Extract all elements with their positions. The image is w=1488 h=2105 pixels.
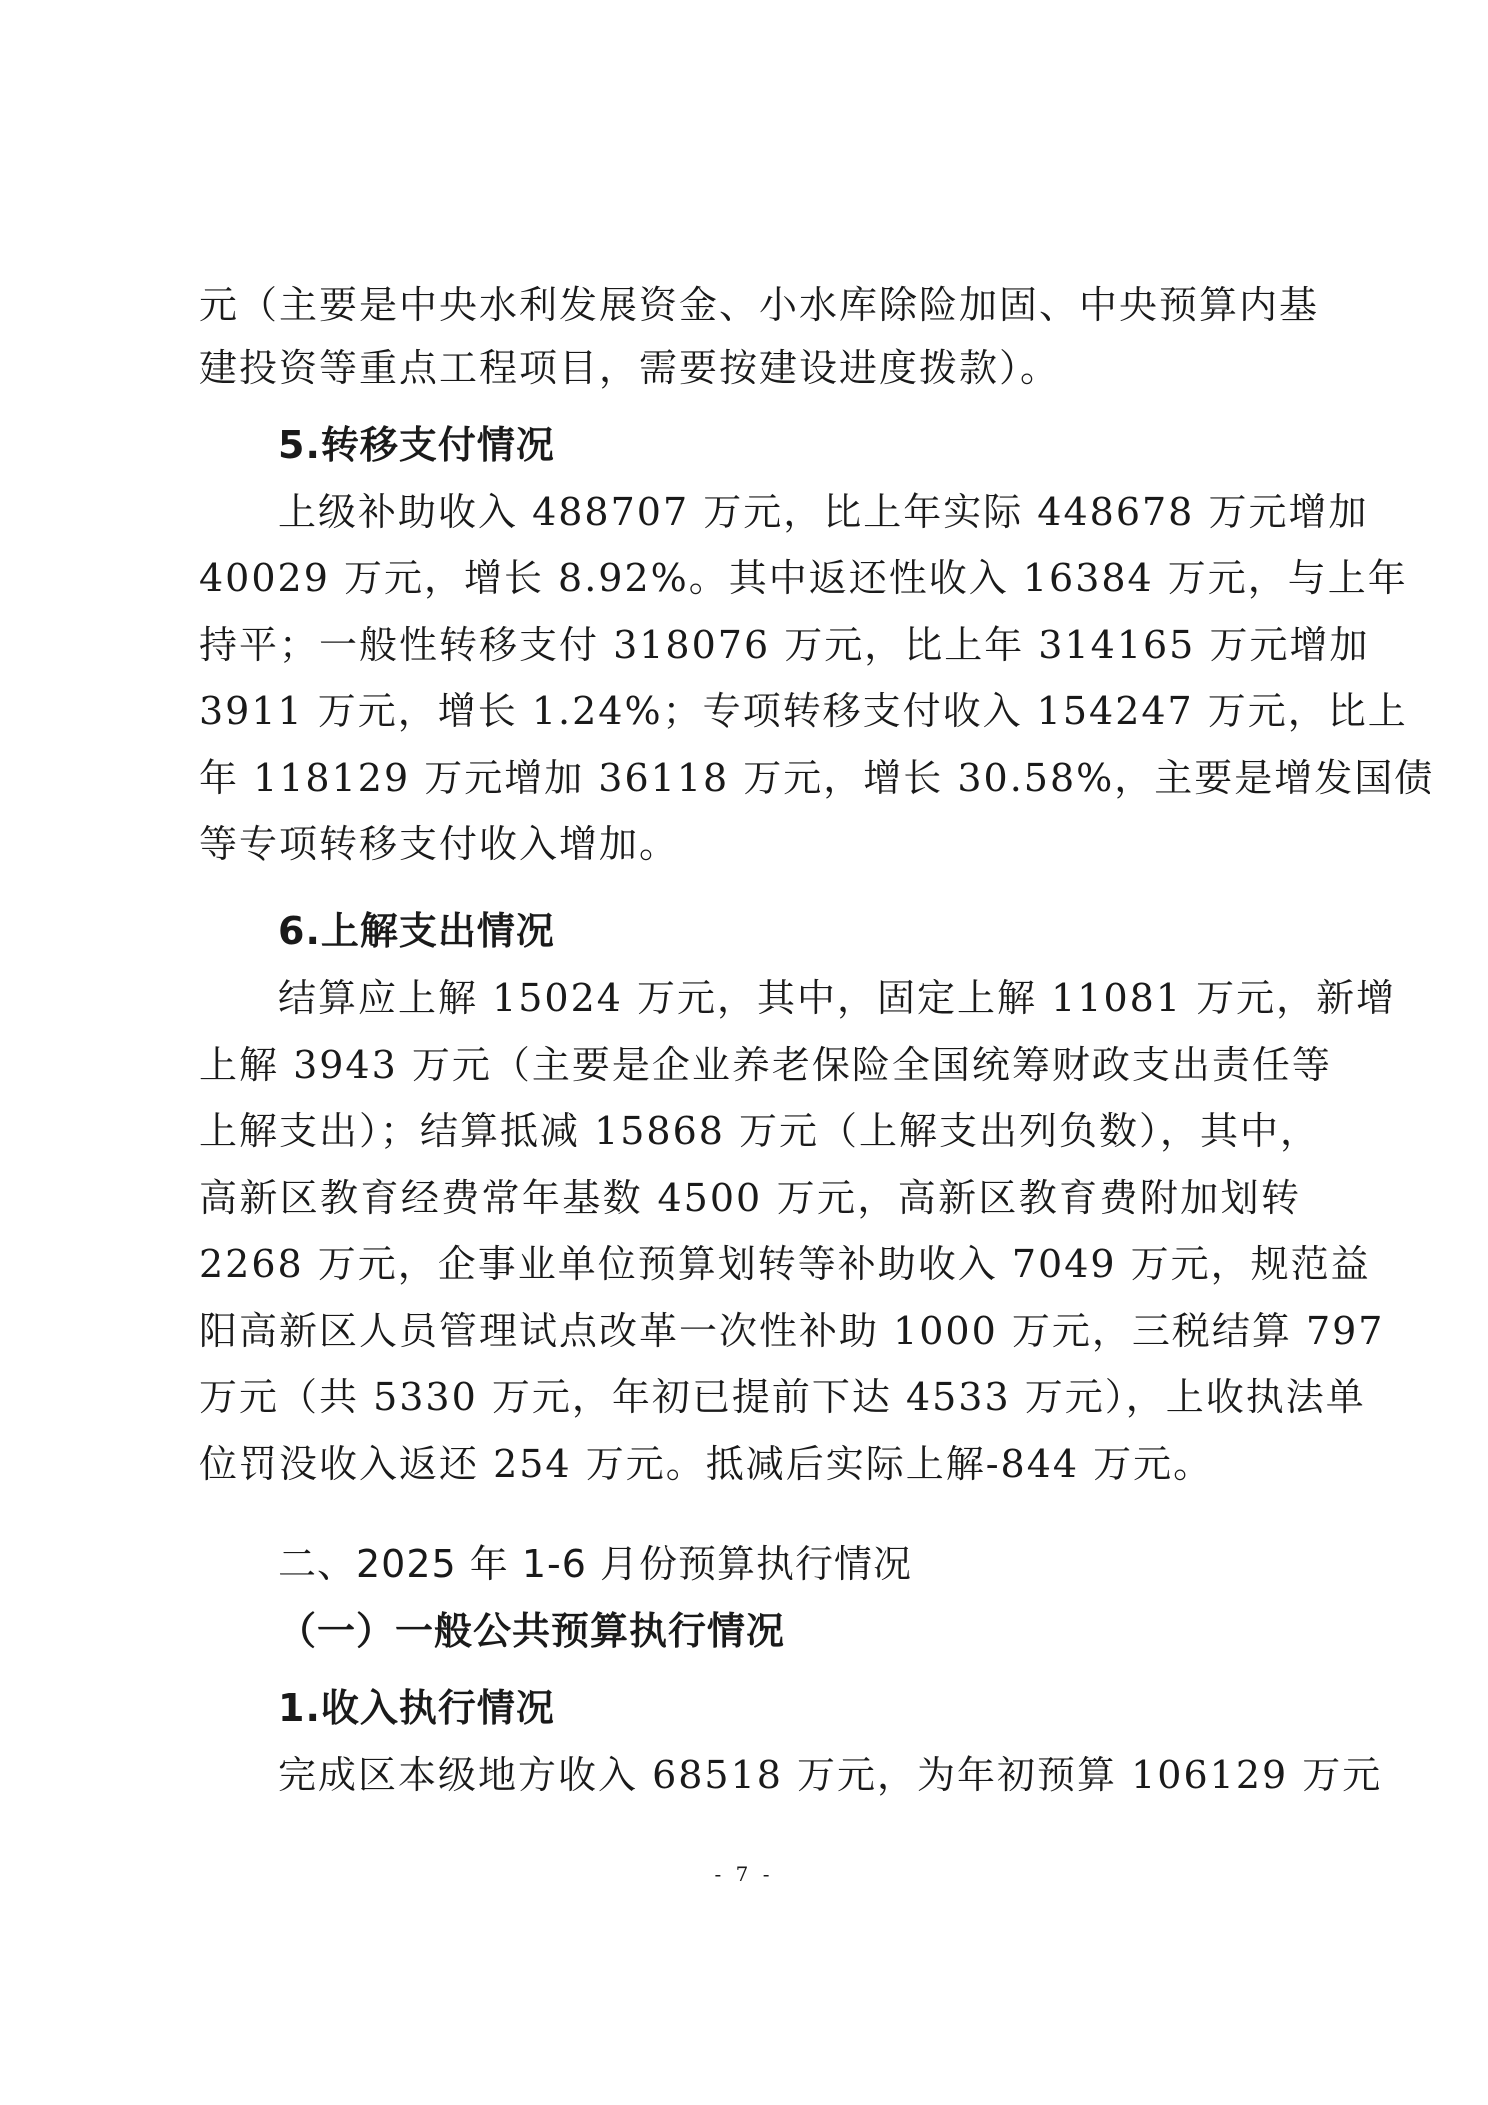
paragraph-line: 完成区本级地方收入 68518 万元，为年初预算 106129 万元: [278, 1753, 1383, 1797]
paragraph-line: 结算应上解 15024 万元，其中，固定上解 11081 万元，新增: [278, 976, 1397, 1020]
paragraph-line: 3911 万元，增长 1.24%；专项转移支付收入 154247 万元，比上: [199, 689, 1408, 733]
paragraph-line: 阳高新区人员管理试点改革一次性补助 1000 万元，三税结算 797: [199, 1309, 1385, 1353]
paragraph-line: 万元（共 5330 万元，年初已提前下达 4533 万元），上收执法单: [199, 1375, 1366, 1419]
paragraph-line: 高新区教育经费常年基数 4500 万元，高新区教育费附加划转: [199, 1176, 1301, 1220]
paragraph-line: 元（主要是中央水利发展资金、小水库除险加固、中央预算内基: [199, 283, 1320, 327]
page-number: - 7 -: [714, 1862, 774, 1886]
section-heading-transfer-payments: 5.转移支付情况: [278, 423, 555, 467]
paragraph-line: 上级补助收入 488707 万元，比上年实际 448678 万元增加: [278, 490, 1369, 534]
chapter-heading: 二、2025 年 1-6 月份预算执行情况: [278, 1542, 913, 1586]
paragraph-line: 上解支出）；结算抵减 15868 万元（上解支出列负数），其中，: [199, 1109, 1321, 1153]
section-heading-revenue: 1.收入执行情况: [278, 1686, 555, 1730]
paragraph-line: 持平；一般性转移支付 318076 万元，比上年 314165 万元增加: [199, 623, 1370, 667]
paragraph-line: 2268 万元，企事业单位预算划转等补助收入 7049 万元，规范益: [199, 1242, 1371, 1286]
paragraph-line: 上解 3943 万元（主要是企业养老保险全国统筹财政支出责任等: [199, 1043, 1332, 1087]
subsection-heading: （一）一般公共预算执行情况: [278, 1609, 786, 1653]
paragraph-line: 建投资等重点工程项目，需要按建设进度拨款）。: [199, 346, 1061, 390]
paragraph-line: 等专项转移支付收入增加。: [199, 822, 680, 866]
paragraph-line: 年 118129 万元增加 36118 万元，增长 30.58%，主要是增发国债: [199, 756, 1435, 800]
paragraph-line: 40029 万元，增长 8.92%。其中返还性收入 16384 万元，与上年: [199, 556, 1408, 600]
paragraph-line: 位罚没收入返还 254 万元。抵减后实际上解-844 万元。: [199, 1442, 1214, 1486]
section-heading-remittance: 6.上解支出情况: [278, 909, 555, 953]
